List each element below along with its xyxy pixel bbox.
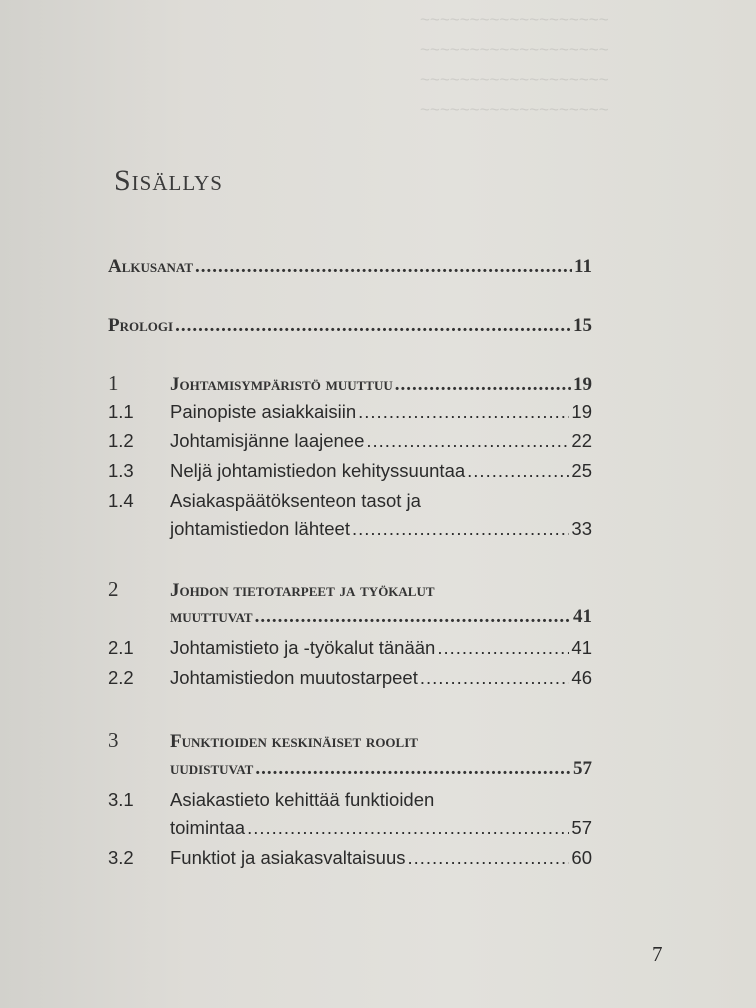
section-number: 3.1 [108, 789, 134, 810]
section-title: Painopiste asiakkaisiin [170, 401, 357, 422]
section-title: Asiakastieto kehittää funktioiden [170, 789, 435, 810]
chapter-title: Funktioiden keskinäiset roolit [170, 731, 418, 752]
page-number: 7 [652, 942, 663, 966]
chapter-number: 2 [108, 577, 119, 601]
toc-page-number: 22 [571, 430, 592, 451]
toc-entry-front [108, 315, 592, 337]
section-number: 1.4 [108, 490, 134, 511]
toc-page-number: 57 [571, 817, 592, 838]
section-number: 1.2 [108, 430, 134, 451]
toc-chapter-continuation [108, 758, 592, 780]
chapter-title: Johtamisympäristö muuttuu [170, 374, 393, 395]
leader-dots [358, 401, 569, 423]
leader-dots [437, 637, 569, 659]
section-number: 3.2 [108, 847, 134, 868]
toc-page-number: 46 [571, 667, 592, 688]
chapter-number: 1 [108, 371, 119, 395]
leader-dots [407, 847, 569, 869]
toc-page-number: 57 [573, 758, 592, 779]
leader-dots [247, 817, 569, 839]
toc-chapter [108, 371, 592, 396]
toc-entry-title: Alkusanat [108, 256, 193, 277]
section-title: Johtamistiedon muutostarpeet [170, 667, 418, 688]
toc-chapter-continuation [108, 606, 592, 628]
chapter-number: 3 [108, 728, 119, 752]
leader-dots [366, 430, 569, 452]
section-number: 1.1 [108, 401, 134, 422]
toc-entry-title: Prologi [108, 315, 174, 336]
toc-entry-front [108, 256, 592, 278]
show-through-decoration: ~~~~~~~~~~~~~~~~~~~ [420, 100, 609, 119]
toc-page-number: 11 [574, 256, 592, 277]
leader-dots [395, 374, 571, 396]
section-title-continuation: johtamistiedon lähteet [170, 518, 350, 539]
toc-page-number: 41 [571, 637, 592, 658]
toc-chapter [108, 728, 592, 753]
toc-chapter [108, 577, 592, 602]
toc-section [108, 401, 592, 423]
section-title: Johtamistieto ja -työkalut tänään [170, 637, 436, 658]
toc-page-number: 19 [571, 401, 592, 422]
section-title-continuation: toimintaa [170, 817, 246, 838]
section-title: Asiakaspäätöksenteon tasot ja [170, 490, 421, 511]
section-number: 2.2 [108, 667, 134, 688]
toc-section [108, 637, 592, 659]
section-title: Neljä johtamistiedon kehityssuuntaa [170, 460, 466, 481]
chapter-title: Johdon tietotarpeet ja työkalut [170, 580, 435, 601]
leader-dots [352, 518, 569, 540]
section-number: 1.3 [108, 460, 134, 481]
chapter-title-continuation: muuttuvat [170, 606, 253, 627]
show-through-decoration: ~~~~~~~~~~~~~~~~~~~ [420, 70, 609, 89]
show-through-decoration: ~~~~~~~~~~~~~~~~~~~ [420, 40, 609, 59]
toc-section-continuation [108, 518, 592, 540]
toc-section [108, 490, 592, 512]
leader-dots [467, 460, 569, 482]
leader-dots [255, 606, 571, 628]
toc-section [108, 430, 592, 452]
leader-dots [175, 315, 571, 337]
toc-section [108, 460, 592, 482]
toc-section [108, 667, 592, 689]
leader-dots [195, 256, 572, 278]
show-through-decoration: ~~~~~~~~~~~~~~~~~~~ [420, 10, 609, 29]
toc-page-number: 60 [571, 847, 592, 868]
toc-section-continuation [108, 817, 592, 839]
toc-page-number: 41 [573, 606, 592, 627]
chapter-title-continuation: uudistuvat [170, 758, 254, 779]
toc-section [108, 789, 592, 811]
toc-page-number: 25 [571, 460, 592, 481]
leader-dots [255, 758, 571, 780]
section-number: 2.1 [108, 637, 134, 658]
toc-section [108, 847, 592, 869]
page-title: Sisällys [114, 164, 223, 197]
toc-page-number: 33 [571, 518, 592, 539]
toc-page-number: 19 [573, 374, 592, 395]
section-title: Funktiot ja asiakasvaltaisuus [170, 847, 406, 868]
section-title: Johtamisjänne laajenee [170, 430, 365, 451]
toc-page-number: 15 [573, 315, 592, 336]
leader-dots [420, 667, 570, 689]
